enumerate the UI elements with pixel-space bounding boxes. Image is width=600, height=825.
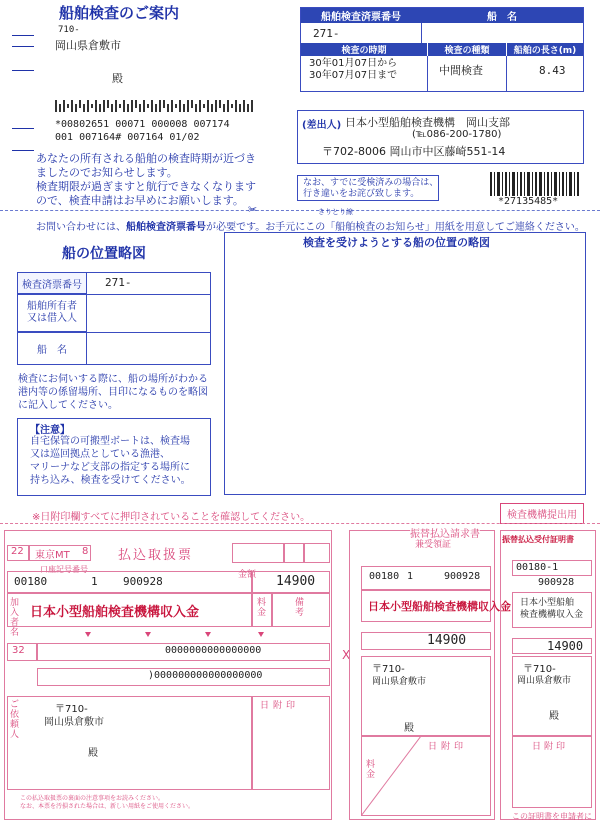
mid-title-2: 兼受領証: [415, 540, 452, 550]
slip-stamp-box: [284, 543, 304, 563]
notice-line: あなたの所有される船舶の検査時期が近づき: [36, 152, 256, 165]
mid-postal: 〒710-: [372, 664, 405, 675]
slip-title: 払込取扱票: [118, 548, 194, 563]
location-number: 271-: [105, 276, 132, 289]
caution-line: 自宅保管の可搬型ボートは、検査場: [30, 436, 190, 447]
instr-line: 港内等の係留場所、目印になるものを略図: [18, 387, 208, 398]
triangle-marker: [85, 632, 91, 637]
sender-tel: (℡086-200-1780): [412, 129, 502, 140]
triangle-marker: [145, 632, 151, 637]
length-label: 船舶の長さ(m): [507, 43, 583, 56]
x-mark: X: [342, 648, 351, 662]
notice-text: [36, 152, 256, 208]
inquiry-bold: 船舶検査済票番号: [126, 222, 206, 233]
right-city: 岡山県倉敷市: [517, 676, 572, 686]
mid-fee-label: 料金: [366, 760, 376, 780]
caution-title: 【注意】: [30, 425, 70, 436]
mark: [12, 70, 34, 71]
divider: [427, 56, 428, 91]
amount-value: 14900: [276, 574, 316, 589]
divider: [506, 56, 507, 91]
period-label: 検査の時期: [301, 43, 427, 56]
postal-code: 710-: [58, 25, 80, 35]
mark: [12, 46, 34, 47]
ticket-number-label: 船舶検査済票番号: [301, 8, 421, 23]
recipient-honorific: 殿: [112, 72, 123, 85]
slip-corner: 22: [11, 546, 24, 557]
caution-line: 又は巡回拠点としている漁港、: [30, 449, 170, 460]
submit-label: 検査機構提出用: [500, 503, 584, 524]
owner-label: [17, 294, 87, 332]
slip-footnote: [20, 795, 194, 811]
mark: [12, 150, 34, 151]
owner-label-1: 船舶所有者: [27, 300, 77, 312]
code-line-1: *00802651 00071 000008 007174: [55, 119, 230, 130]
length-value: 8.43: [539, 64, 566, 77]
right-payee: [520, 597, 583, 621]
type-label: 検査の種類: [428, 43, 506, 56]
triangle-marker: [258, 632, 264, 637]
scissors-icon: ✂: [248, 203, 258, 216]
map-title: 検査を受けようとする船の位置の略図: [300, 234, 493, 250]
mid-amount: 14900: [427, 633, 467, 648]
right-acct-part2: 1: [552, 562, 559, 573]
ship-name-label: 船 名: [421, 8, 583, 23]
memo-label: 備考: [295, 598, 305, 618]
footnote-line: なお、本票を汚損された場合は、新しい用紙をご使用ください。: [20, 803, 195, 810]
right-footnote: この証明書を申請者に: [512, 812, 592, 821]
ship-name-row-label: [17, 332, 87, 365]
mark: [12, 35, 34, 36]
number-label: [17, 272, 87, 294]
right-postal: 〒710-: [523, 664, 556, 675]
right-acct-part1: 00180: [516, 562, 547, 573]
stamp-notice: ※日附印欄すべてに押印されていることを確認してください。: [32, 512, 311, 523]
mid-date-label: 日附印: [428, 742, 468, 752]
row32: 32: [12, 645, 25, 656]
slip-org: 東京MT: [35, 550, 70, 561]
mid-title: 振替払込請求書: [410, 525, 480, 540]
barcode-text: *27135485*: [498, 196, 559, 207]
slip-honorific: 殿: [88, 748, 98, 759]
period-from: 30年01月07日から: [309, 58, 398, 69]
right-payee-1: 日本小型船舶: [520, 598, 575, 608]
acct-part2: 1: [91, 575, 98, 588]
slip-city: 岡山県倉敷市: [44, 717, 104, 728]
postal-barcode: [55, 100, 255, 112]
location-instructions: [18, 373, 208, 412]
mid-payee: 日本小型船舶検査機構収入金: [368, 600, 511, 613]
cut-label: きりとり線: [318, 208, 353, 216]
right-amount: 14900: [547, 639, 584, 653]
notice-line: 検査期限が過ぎますと航行できなくなります: [36, 180, 256, 193]
mid-amount-box: [361, 632, 491, 650]
instr-line: 検査にお伺いする際に、船の場所がわかる: [18, 374, 208, 385]
ship-name-row-text: 船 名: [37, 344, 67, 356]
notice-line: ので、検査申請はお早めにお願いします。: [36, 194, 244, 207]
sender-name: 日本小型船舶検査機構 岡山支部: [345, 116, 510, 129]
mid-acct-part2: 1: [407, 571, 414, 582]
perforation: [0, 523, 600, 524]
code-line-2: 001 007164# 007164 01/02: [55, 132, 200, 143]
period-to: 30年07月07日まで: [309, 70, 398, 81]
inquiry-pre: お問い合わせには、: [36, 222, 126, 233]
footnote-line: この払込取扱票の裏面の注意事項をお読みください。: [20, 795, 165, 802]
acct-label: 口座記号番号: [40, 565, 88, 574]
apology-line: 行き違いをお詫び致します。: [303, 189, 420, 199]
requester-label: ご依頼人: [10, 700, 20, 740]
period-value: [309, 58, 397, 82]
acct-part1: 00180: [14, 575, 48, 588]
payee-label: 加入者名: [10, 598, 20, 638]
number-label-text: 検査済票番号: [22, 279, 82, 291]
sender-address-box: [7, 696, 252, 790]
location-title: 船の位置略図: [62, 246, 146, 262]
slip-stamp-box: [304, 543, 330, 563]
mark: [12, 128, 34, 129]
amount-label: 金額: [238, 570, 257, 580]
apology-text: [303, 178, 438, 200]
caution-line: 持ち込み、検査を受けてください。: [30, 475, 191, 486]
barcode: [490, 172, 580, 196]
slip-stamp-box: [232, 543, 284, 563]
fee-label: 料金: [257, 598, 267, 618]
sender-label: (差出人): [302, 120, 342, 131]
payee-name: 日本小型船舶検査機構収入金: [30, 605, 200, 620]
right-payee-2: 検査機構収入金: [520, 610, 584, 620]
ticket-number: 271-: [313, 27, 340, 40]
owner-label-2: 又は借入人: [27, 312, 77, 324]
instr-line: に記入してください。: [18, 400, 118, 411]
mid-acct-part1: 00180: [369, 571, 400, 582]
right-honorific: 殿: [549, 711, 559, 722]
zeros-line-1: 0000000000000000: [165, 645, 262, 656]
caution-text: [30, 435, 191, 487]
triangle-marker: [205, 632, 211, 637]
acct-part3: 900928: [123, 575, 163, 588]
mid-honorific: 殿: [404, 723, 414, 734]
right-acct: 00180-1: [516, 562, 559, 573]
cut-line: [0, 210, 600, 211]
map-area[interactable]: [224, 232, 586, 495]
right-title: 振替払込受付証明書: [502, 535, 574, 544]
slip-date-label: 日附印: [260, 701, 300, 711]
divider: [421, 23, 422, 43]
right-acct-part3: 900928: [538, 577, 575, 588]
slip-org-num: 8: [82, 546, 89, 557]
slip-postal: 〒710-: [55, 704, 88, 715]
inquiry-text: [36, 218, 585, 233]
recipient-city: 岡山県倉敷市: [55, 39, 121, 52]
mid-acct-part3: 900928: [444, 571, 481, 582]
sender-address: 〒702-8006 岡山市中区藤崎551-14: [322, 145, 506, 158]
apology-line: なお、すでに受検済みの場合は、: [303, 178, 439, 188]
notice-line: ましたのでお知らせします。: [36, 166, 178, 179]
zeros-line-2: )000000000000000000: [148, 670, 263, 681]
type-value: 中間検査: [439, 64, 483, 77]
caution-line: マリーナなど支部の指定する場所に: [30, 462, 190, 473]
inquiry-post: が必要です。お手元にこの「船舶検査のお知らせ」用紙を用意してご連絡ください。: [206, 222, 585, 233]
right-date-label: 日附印: [532, 742, 569, 752]
mid-city: 岡山県倉敷市: [372, 677, 427, 687]
page-title: 船舶検査のご案内: [59, 4, 180, 22]
